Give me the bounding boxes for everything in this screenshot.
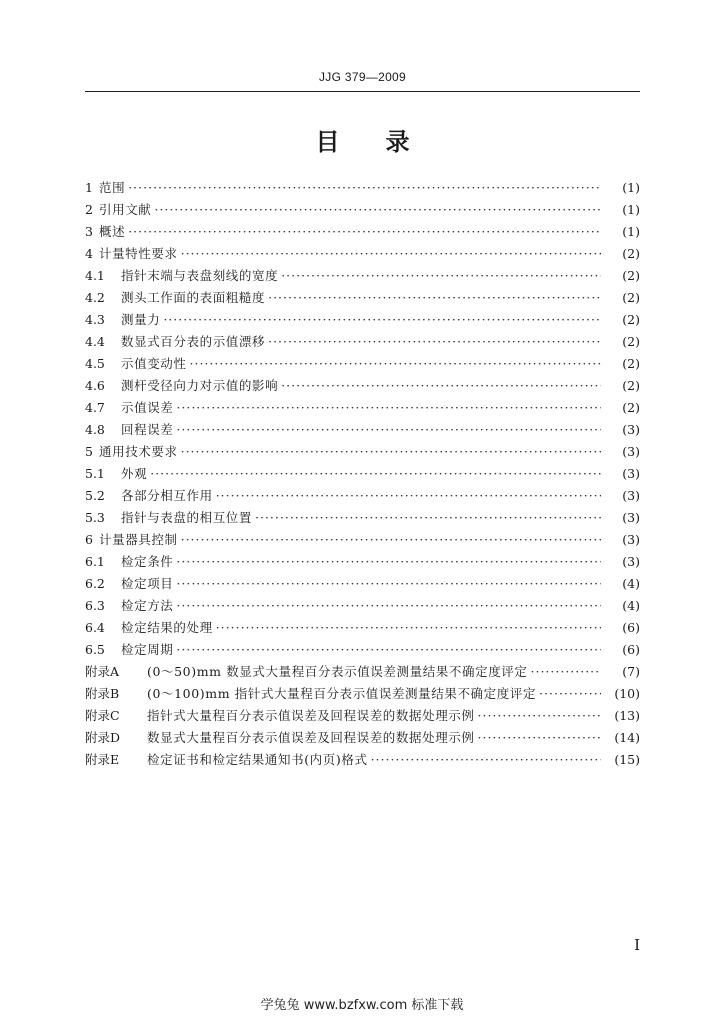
toc-title-part1: 目 (315, 128, 340, 156)
toc-entry[interactable] (85, 704, 640, 726)
toc-entry-page: (2) (622, 333, 640, 349)
toc-entry-number: 附录B (85, 686, 120, 701)
toc-entry-number: 4 (85, 245, 93, 261)
toc-entry-title: 通用技术要求 (99, 444, 178, 459)
toc-entry-number: 4.4 (85, 333, 105, 349)
toc-dot-leader (176, 598, 601, 613)
toc-dot-leader (531, 664, 602, 679)
toc-entry-page: (1) (622, 179, 640, 195)
toc-entry[interactable] (85, 748, 640, 770)
toc-dot-leader (190, 356, 601, 371)
toc-entry-number: 6.2 (85, 575, 105, 591)
toc-dot-leader (181, 246, 601, 261)
toc-entry-title: 测量力 (121, 312, 161, 327)
toc-entry[interactable] (85, 506, 640, 528)
toc-entry-title: 计量器具控制 (99, 532, 178, 547)
toc-dot-leader (478, 708, 601, 723)
toc-entry-number: 1 (85, 179, 93, 195)
toc-entry-title: 检定周期 (121, 642, 174, 657)
toc-entry-page: (4) (622, 575, 640, 591)
toc-entry[interactable] (85, 528, 640, 550)
toc-entry-page: (2) (622, 289, 640, 305)
toc-entry[interactable] (85, 418, 640, 440)
toc-title-part2: 录 (385, 128, 410, 156)
page-number: I (634, 936, 640, 954)
toc-entry-number: 3 (85, 223, 93, 239)
toc-entry-title: 检定条件 (121, 554, 174, 569)
toc-dot-leader (154, 202, 601, 217)
toc-entry-page: (14) (614, 729, 640, 745)
toc-dot-leader (281, 378, 601, 393)
header-rule (85, 91, 640, 92)
toc-entry-number: 6.5 (85, 641, 105, 657)
toc-entry-page: (1) (622, 201, 640, 217)
toc-entry-page: (3) (622, 487, 640, 503)
toc-entry-number: 5 (85, 443, 93, 459)
toc-entry-page: (10) (614, 685, 640, 701)
toc-dot-leader (176, 400, 601, 415)
toc-entry-number: 4.1 (85, 267, 105, 283)
toc-dot-leader (216, 620, 601, 635)
toc-entry-title: 引用文献 (99, 202, 152, 217)
toc-entry-number: 5.1 (85, 465, 105, 481)
toc-entry-number: 4.3 (85, 311, 105, 327)
toc-entry-title: 数显式大量程百分表示值误差及回程误差的数据处理示例 (147, 730, 475, 745)
toc-entry-page: (4) (622, 597, 640, 613)
toc-entry-page: (3) (622, 553, 640, 569)
toc-entry[interactable] (85, 396, 640, 418)
toc-entry-page: (13) (614, 707, 640, 723)
toc-entry-title: 指针式大量程百分表示值误差及回程误差的数据处理示例 (147, 708, 475, 723)
toc-entry[interactable] (85, 462, 640, 484)
toc-entry-title: 外观 (121, 466, 148, 481)
toc-dot-leader (128, 224, 601, 239)
toc-entry[interactable] (85, 374, 640, 396)
toc-entry[interactable] (85, 286, 640, 308)
toc-entry-number: 6.3 (85, 597, 105, 613)
toc-entry[interactable] (85, 616, 640, 638)
toc-entry[interactable] (85, 352, 640, 374)
toc-entry-number: 4.2 (85, 289, 105, 305)
toc-dot-leader (255, 510, 601, 525)
toc-entry-page: (3) (622, 421, 640, 437)
toc-entry-title: 检定证书和检定结果通知书(内页)格式 (147, 752, 368, 767)
toc-entry-title: 测杆受径向力对示值的影响 (121, 378, 279, 393)
toc-entry[interactable] (85, 198, 640, 220)
toc-entry-title: 数显式百分表的示值漂移 (121, 334, 266, 349)
document-code-header: JJG 379—2009 (319, 70, 406, 84)
toc-entry-number: 4.6 (85, 377, 105, 393)
toc-dot-leader (176, 642, 601, 657)
toc-entry-page: (2) (622, 355, 640, 371)
toc-entry-page: (3) (622, 465, 640, 481)
toc-dot-leader (128, 180, 601, 195)
toc-entry[interactable] (85, 242, 640, 264)
toc-entry-page: (15) (614, 751, 640, 767)
toc-entry-title: (0～100)mm 指针式大量程百分表示值误差测量结果不确定度评定 (147, 686, 537, 701)
toc-dot-leader (176, 554, 601, 569)
toc-entry[interactable] (85, 594, 640, 616)
toc-entry-title: 概述 (99, 224, 126, 239)
toc-dot-leader (539, 686, 601, 701)
toc-entry-page: (2) (622, 377, 640, 393)
toc-entry[interactable] (85, 682, 640, 704)
toc-entry[interactable] (85, 176, 640, 198)
toc-dot-leader (371, 752, 601, 767)
toc-entry-title: 测头工作面的表面粗糙度 (121, 290, 266, 305)
toc-entry[interactable] (85, 660, 640, 682)
toc-entry-title: 指针末端与表盘刻线的宽度 (121, 268, 279, 283)
toc-entry-title: 回程误差 (121, 422, 174, 437)
toc-entry-number: 2 (85, 201, 93, 217)
toc-entry-number: 6.4 (85, 619, 105, 635)
toc-entry-page: (7) (622, 663, 640, 679)
toc-entry-title: 检定结果的处理 (121, 620, 213, 635)
toc-entry-number: 4.5 (85, 355, 105, 371)
toc-entry-page: (1) (622, 223, 640, 239)
toc-dot-leader (281, 268, 601, 283)
toc-dot-leader (181, 444, 601, 459)
toc-entry-title: 检定项目 (121, 576, 174, 591)
toc-entry[interactable] (85, 726, 640, 748)
toc-entry-title: 检定方法 (121, 598, 174, 613)
toc-entry[interactable] (85, 550, 640, 572)
toc-entry[interactable] (85, 638, 640, 660)
toc-entry-page: (3) (622, 509, 640, 525)
toc-dot-leader (216, 488, 601, 503)
toc-entry-page: (3) (622, 443, 640, 459)
toc-entry-page: (6) (622, 619, 640, 635)
toc-dot-leader (478, 730, 601, 745)
toc-dot-leader (176, 576, 601, 591)
toc-entry-number: 4.8 (85, 421, 105, 437)
toc-dot-leader (176, 422, 601, 437)
toc-entry-number: 5.2 (85, 487, 105, 503)
toc-title (85, 122, 640, 157)
toc-entry-number: 6.1 (85, 553, 105, 569)
toc-dot-leader (268, 334, 601, 349)
footer-watermark: 学兔兔 www.bzfxw.com 标准下载 (260, 998, 464, 1013)
toc-entry[interactable] (85, 308, 640, 330)
toc-entry[interactable] (85, 440, 640, 462)
toc-dot-leader (268, 290, 601, 305)
toc-entry[interactable] (85, 572, 640, 594)
toc-entry-title: 指针与表盘的相互位置 (121, 510, 253, 525)
toc-dot-leader (163, 312, 601, 327)
toc-entry-number: 6 (85, 531, 93, 547)
toc-entry-page: (2) (622, 311, 640, 327)
toc-entry-page: (2) (622, 267, 640, 283)
toc-dot-leader (181, 532, 601, 547)
toc-entry-page: (2) (622, 245, 640, 261)
toc-entry[interactable] (85, 220, 640, 242)
toc-entry-title: 范围 (99, 180, 126, 195)
toc-entry-number: 附录D (85, 730, 121, 745)
toc-entry[interactable] (85, 330, 640, 352)
toc-list (85, 176, 640, 770)
toc-entry-number: 5.3 (85, 509, 105, 525)
toc-entry-page: (2) (622, 399, 640, 415)
toc-entry-number: 附录E (85, 752, 120, 767)
toc-entry-title: 示值误差 (121, 400, 174, 415)
toc-entry-number: 附录C (85, 708, 120, 723)
toc-entry-title: (0～50)mm 数显式大量程百分表示值误差测量结果不确定度评定 (147, 664, 528, 679)
toc-dot-leader (150, 466, 601, 481)
toc-entry-title: 计量特性要求 (99, 246, 178, 261)
toc-entry-page: (6) (622, 641, 640, 657)
toc-entry[interactable] (85, 484, 640, 506)
toc-entry[interactable] (85, 264, 640, 286)
toc-entry-number: 4.7 (85, 399, 105, 415)
toc-entry-number: 附录A (85, 664, 120, 679)
toc-entry-title: 各部分相互作用 (121, 488, 213, 503)
toc-entry-page: (3) (622, 531, 640, 547)
toc-entry-title: 示值变动性 (121, 356, 187, 371)
